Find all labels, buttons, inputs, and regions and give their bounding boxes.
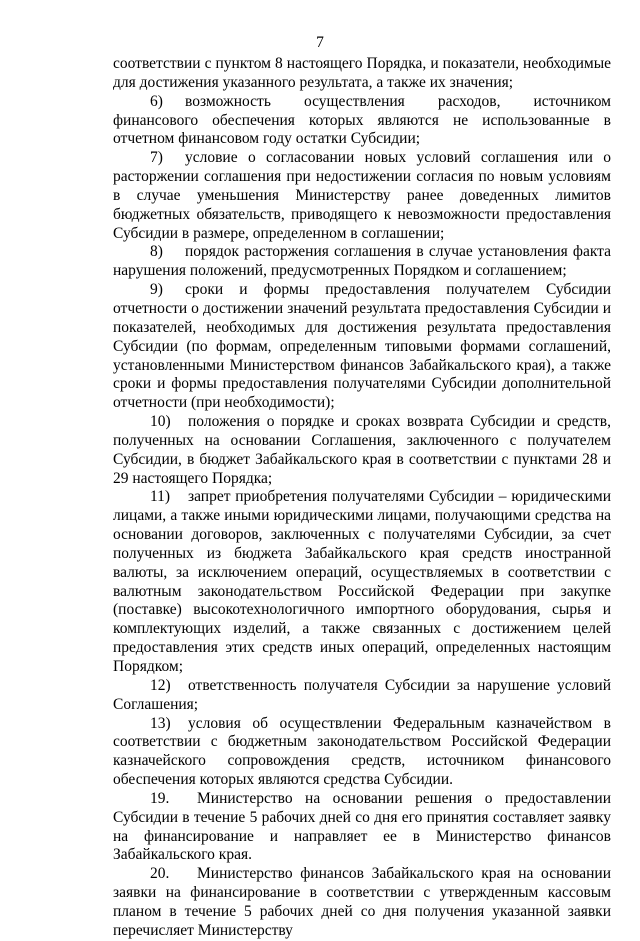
list-item-8 bbox=[113, 243, 611, 281]
list-item-6 bbox=[113, 93, 611, 150]
item-number: 9) bbox=[150, 281, 163, 299]
item-number: 13) bbox=[150, 714, 171, 732]
list-item-11 bbox=[113, 488, 611, 676]
item-text: условие о согласовании новых условий соглашения или о расторжении соглашения при недостижении согласия по новым условиям в случае уменьшения Министерству ранее доведенных лимитов бюджетных обязательств, приводящего к невозможности предоставления Субсидии в размере, определенном в соглашении; bbox=[113, 149, 611, 242]
item-text: запрет приобретения получателями Субсидии – юридическими лицами, а также иными юридическими лицами, получающими средства на основании договоров, заключенных с получателями Субсидии, за счет полученных из бюджета Забайкальского края средств иностранной валюты, за исключением операций, осуществляемых в соответствии с валютным законодательством Российской Федерации при закупке (поставке) высокотехнологичного импортного оборудования, сырья и комплектующих изделий, а также связанных с достижением целей предоставления этих средств иных операций, определенных настоящим Порядком; bbox=[113, 488, 611, 675]
item-number: 11) bbox=[150, 488, 171, 506]
page-number: 7 bbox=[316, 34, 324, 51]
item-number: 12) bbox=[150, 676, 171, 694]
item-number: 7) bbox=[150, 149, 163, 167]
item-text: сроки и формы предоставления получателем Субсидии отчетности о достижении значений результата предоставления Субсидии и показателей, необходимых для достижения результата предоставления Субсидии (по формам, определенным типовыми формами соглашений, установленными Министерством финансов Забайкальского края), а также сроки и формы предоставления получателями Субсидии дополнительной отчетности (при необходимости); bbox=[113, 281, 611, 412]
list-item-9 bbox=[113, 281, 611, 413]
item-number: 8) bbox=[150, 243, 163, 261]
item-number: 6) bbox=[150, 92, 163, 110]
item-text: ответственность получателя Субсидии за нарушение условий Соглашения; bbox=[113, 676, 611, 713]
list-item-12 bbox=[113, 677, 611, 715]
list-item-13 bbox=[113, 715, 611, 790]
clause-number: 20. bbox=[150, 865, 170, 883]
clause-text: Министерство финансов Забайкальского края на основании заявки на финансирование в соответствии с утвержденным кассовым планом в течение 5 рабочих дней со дня получения указанной заявки перечисляет Министерству bbox=[113, 865, 611, 939]
list-item-10 bbox=[113, 413, 611, 488]
item-text: порядок расторжения соглашения в случае установления факта нарушения положений, предусмотренных Порядком и соглашением; bbox=[113, 243, 611, 280]
clause-20 bbox=[113, 865, 611, 940]
document-body bbox=[113, 55, 611, 941]
list-item-7 bbox=[113, 149, 611, 243]
item-text: положения о порядке и сроках возврата Субсидии и средств, полученных на основании Соглашения, заключенного с получателем Субсидии, в бюджет Забайкальского края в соответствии с пунктами 28 и 29 настоящего Порядка; bbox=[113, 413, 611, 487]
clause-text: Министерство на основании решения о предоставлении Субсидии в течение 5 рабочих дней со дня его принятия составляет заявку на финансирование и направляет ее в Министерство финансов Забайкальского края. bbox=[113, 789, 611, 864]
clause-number: 19. bbox=[150, 789, 170, 807]
item-text: условия об осуществлении Федеральным казначейством в соответствии с бюджетным законодательством Российской Федерации казначейского сопровождения средств, источником финансового обеспечения которых являются средства Субсидии. bbox=[113, 714, 611, 789]
paragraph-continuation bbox=[113, 55, 611, 93]
item-text: возможность осуществления расходов, источником финансового обеспечения которых являются не использованные в отчетном финансовом году остатки Субсидии; bbox=[113, 92, 611, 148]
item-number: 10) bbox=[150, 413, 171, 431]
paragraph-text: соответствии с пунктом 8 настоящего Порядка, и показатели, необходимые для достижения указанного результата, а также их значения; bbox=[113, 55, 611, 91]
clause-19 bbox=[113, 790, 611, 865]
